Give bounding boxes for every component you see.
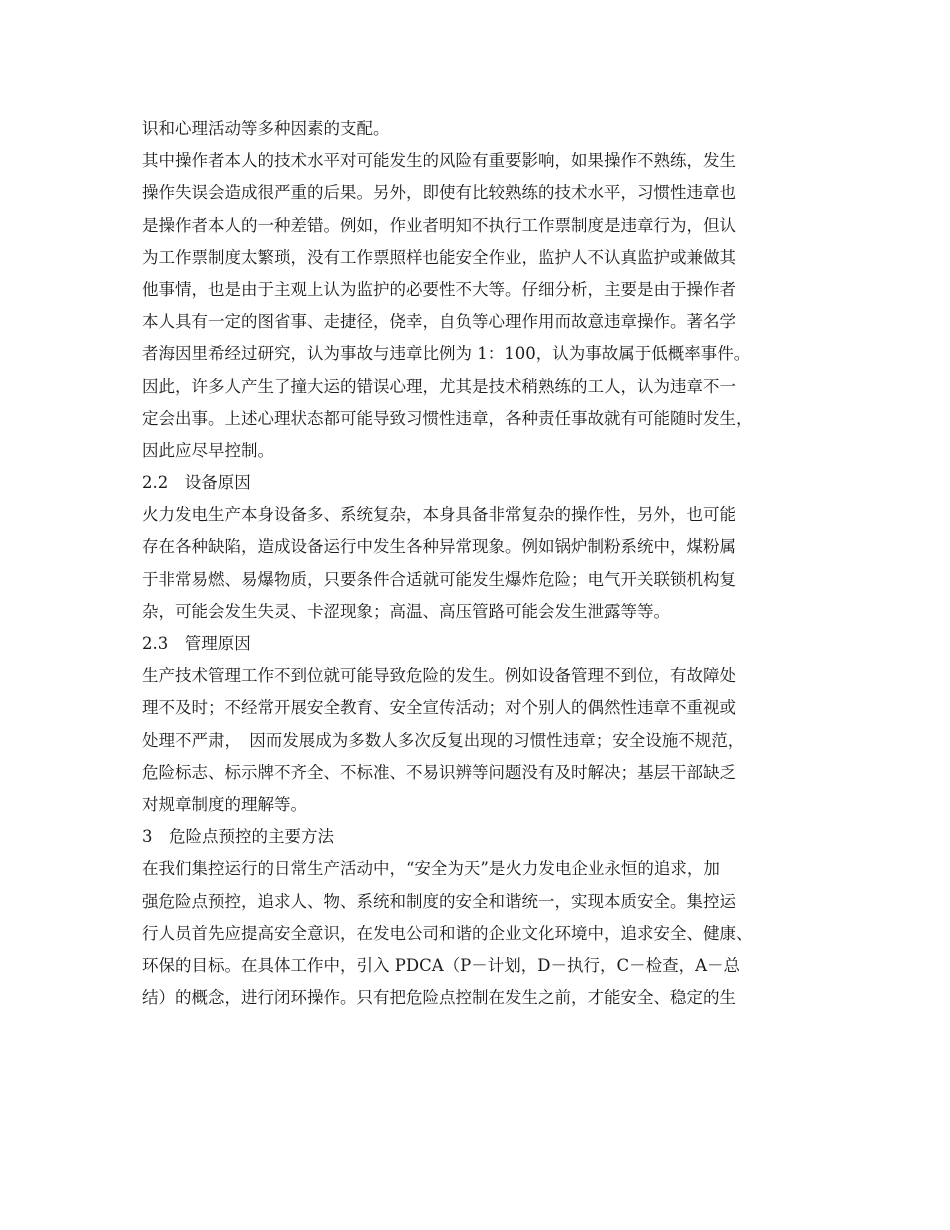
section-heading: 2.3 管理原因 (142, 634, 251, 653)
text-line: 危险标志、标示牌不齐全、不标准、不易识辨等问题没有及时解决；基层干部缺乏 (142, 762, 736, 782)
text-line: 因此，许多人产生了撞大运的错误心理，尤其是技术稍熟练的工人，认为违章不一 (142, 376, 736, 396)
text-line: 对规章制度的理解等。 (142, 794, 307, 814)
text-line: 存在各种缺陷，造成设备运行中发生各种异常现象。例如锅炉制粉系统中，煤粉属 (142, 537, 736, 557)
text-line: 处理不严肃， 因而发展成为多数人多次反复出现的习惯性违章；安全设施不规范， (142, 730, 745, 750)
text-line: 他事情，也是由于主观上认为监护的必要性不大等。仔细分析，主要是由于操作者 (142, 279, 736, 299)
text-line: 其中操作者本人的技术水平对可能发生的风险有重要影响，如果操作不熟练，发生 (142, 151, 736, 171)
text-line: 因此应尽早控制。 (142, 440, 274, 460)
text-line: 强危险点预控，追求人、物、系统和制度的安全和谐统一，实现本质安全。集控运 (142, 891, 736, 911)
text-line: 理不及时；不经常开展安全教育、安全宣传活动；对个别人的偶然性违章不重视或 (142, 698, 736, 718)
text-line: 本人具有一定的图省事、走捷径，侥幸，自负等心理作用而故意违章操作。著名学 (142, 312, 736, 332)
text-line: 定会出事。上述心理状态都可能导致习惯性违章，各种责任事故就有可能随时发生， (142, 408, 753, 428)
text-line: 操作失误会造成很严重的后果。另外，即使有比较熟练的技术水平，习惯性违章也 (142, 183, 736, 203)
text-line: 环保的目标。在具体工作中，引入 PDCA（P－计划，D－执行，C－检查，A－总 (142, 955, 740, 975)
text-line: 在我们集控运行的日常生产活动中，“安全为天”是火力发电企业永恒的追求，加 (142, 859, 720, 879)
text-line: 于非常易燃、易爆物质，只要条件合适就可能发生爆炸危险；电气开关联锁机构复 (142, 569, 736, 589)
text-line: 者海因里希经过研究，认为事故与违章比例为 1：100，认为事故属于低概率事件。 (142, 344, 751, 364)
section-heading: 2.2 设备原因 (142, 473, 251, 493)
text-line: 火力发电生产本身设备多、系统复杂，本身具备非常复杂的操作性，另外，也可能 (142, 505, 736, 525)
section-heading: 3 危险点预控的主要方法 (142, 827, 334, 847)
document-body (142, 113, 812, 1014)
text-line: 杂，可能会发生失灵、卡涩现象；高温、高压管路可能会发生泄露等等。 (142, 601, 670, 621)
text-line: 结）的概念，进行闭环操作。只有把危险点控制在发生之前，才能安全、稳定的生 (142, 988, 736, 1008)
text-line: 是操作者本人的一种差错。例如，作业者明知不执行工作票制度是违章行为，但认 (142, 215, 736, 235)
text-line: 生产技术管理工作不到位就可能导致危险的发生。例如设备管理不到位，有故障处 (142, 666, 736, 686)
text-line: 识和心理活动等多种因素的支配。 (142, 119, 390, 138)
text-line: 行人员首先应提高安全意识，在发电公司和谐的企业文化环境中，追求安全、健康、 (142, 923, 753, 943)
text-line: 为工作票制度太繁琐，没有工作票照样也能安全作业，监护人不认真监护或兼做其 (142, 247, 736, 267)
